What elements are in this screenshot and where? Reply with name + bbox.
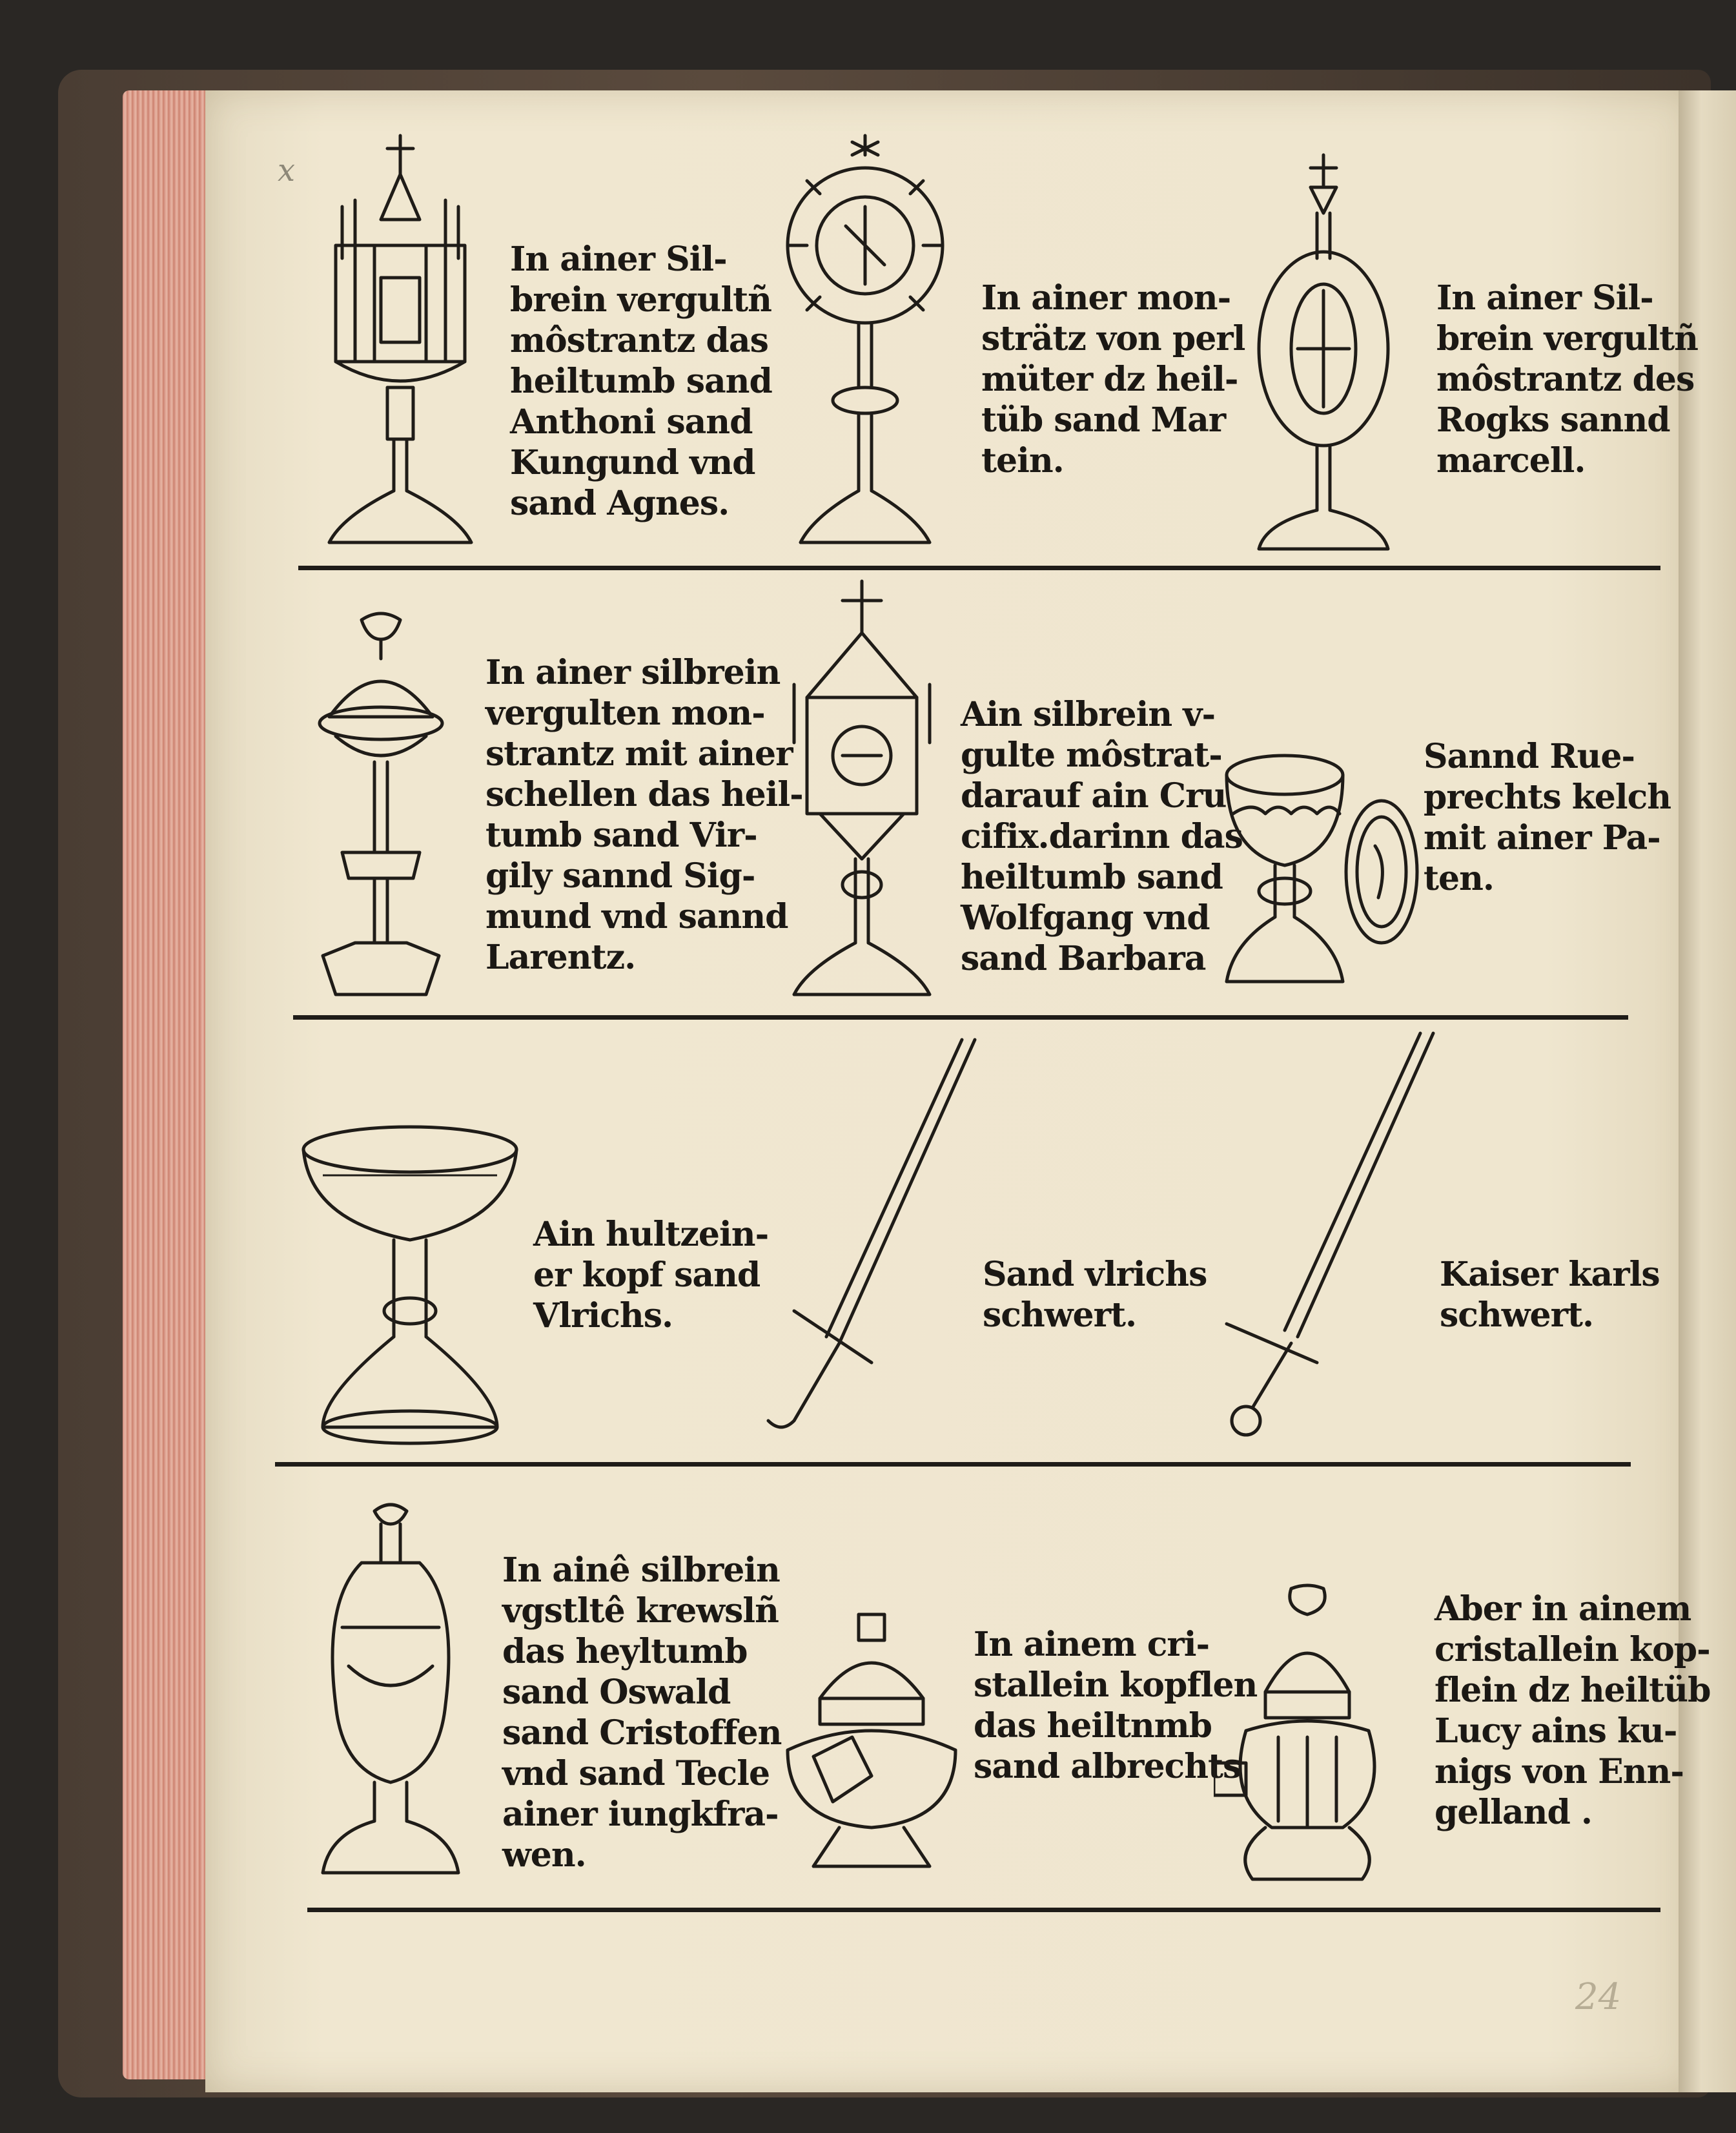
caption-row3-col2: Sand vlrichs schwert. [983,1255,1207,1335]
pencil-mark: x [278,152,296,189]
bell-monstrance-woodcut [303,607,458,1007]
reliquary-vase-woodcut [310,1498,471,1886]
caption-row4-col3: Aber in ainem cristallein kop- flein dz heiltüb Lucy ains ku- nigs von Enn- gelland . [1435,1589,1711,1832]
crucifix-monstrance-woodcut [781,575,943,1007]
wooden-cup-woodcut [297,1124,523,1453]
caption-row2-col1: In ainer silbrein vergulten mon- strantz mit ainer schellen das heil- tumb sand Vir- gily sannd Sig- mund vnd sannd Larentz. [485,653,803,977]
sword-of-emperor-charles-woodcut [1214,1027,1440,1447]
row-divider-2 [293,1015,1628,1020]
gothic-monstrance-woodcut [316,129,484,555]
caption-row4-col1: In ainê silbrein vgstltê krewslñ das heyltumb sand Oswald sand Cristoffen vnd sand Tecle ainer iungkfra- wen. [502,1551,782,1875]
caption-row2-col3: Sannd Rue- prechts kelch mit ainer Pa- ten. [1424,737,1671,898]
caption-row3-col3: Kaiser karls schwert. [1440,1255,1660,1335]
caption-row1-col2: In ainer mon- strätz von perl müter dz heil- tüb sand Mar tein. [981,278,1245,480]
row-divider-4 [307,1908,1660,1912]
crystal-cup-reliquary-woodcut [775,1608,968,1879]
sword-of-saint-ulrich-woodcut [755,1033,981,1440]
sunburst-monstrance-woodcut [781,129,949,555]
oval-monstrance-woodcut [1246,149,1401,555]
caption-row4-col2: In ainem cri- stallein kopflen das heiltnmb sand albrechts [974,1625,1258,1786]
page-number: 24 [1575,1976,1622,2018]
crystal-vessel-reliquary-woodcut [1214,1582,1401,1892]
chalice-and-paten-woodcut [1214,749,1420,1001]
page-edges [123,90,213,2079]
caption-row1-col3: In ainer Sil- brein vergultñ môstrantz des Rogks sannd marcell. [1436,278,1698,480]
caption-row3-col1: Ain hultzein- er kopf sand Vlrichs. [533,1215,769,1335]
caption-row2-col2: Ain silbrein v- gulte môstrat- darauf ain Cru cifix.darinn das heiltumb sand Wolfgang vnd sand Barbara [961,695,1243,978]
row-divider-1 [298,566,1660,570]
caption-row1-col1: In ainer Sil- brein vergultñ môstrantz das heiltumb sand Anthoni sand Kungund vnd sand Agnes. [510,240,772,523]
row-divider-3 [275,1462,1631,1467]
